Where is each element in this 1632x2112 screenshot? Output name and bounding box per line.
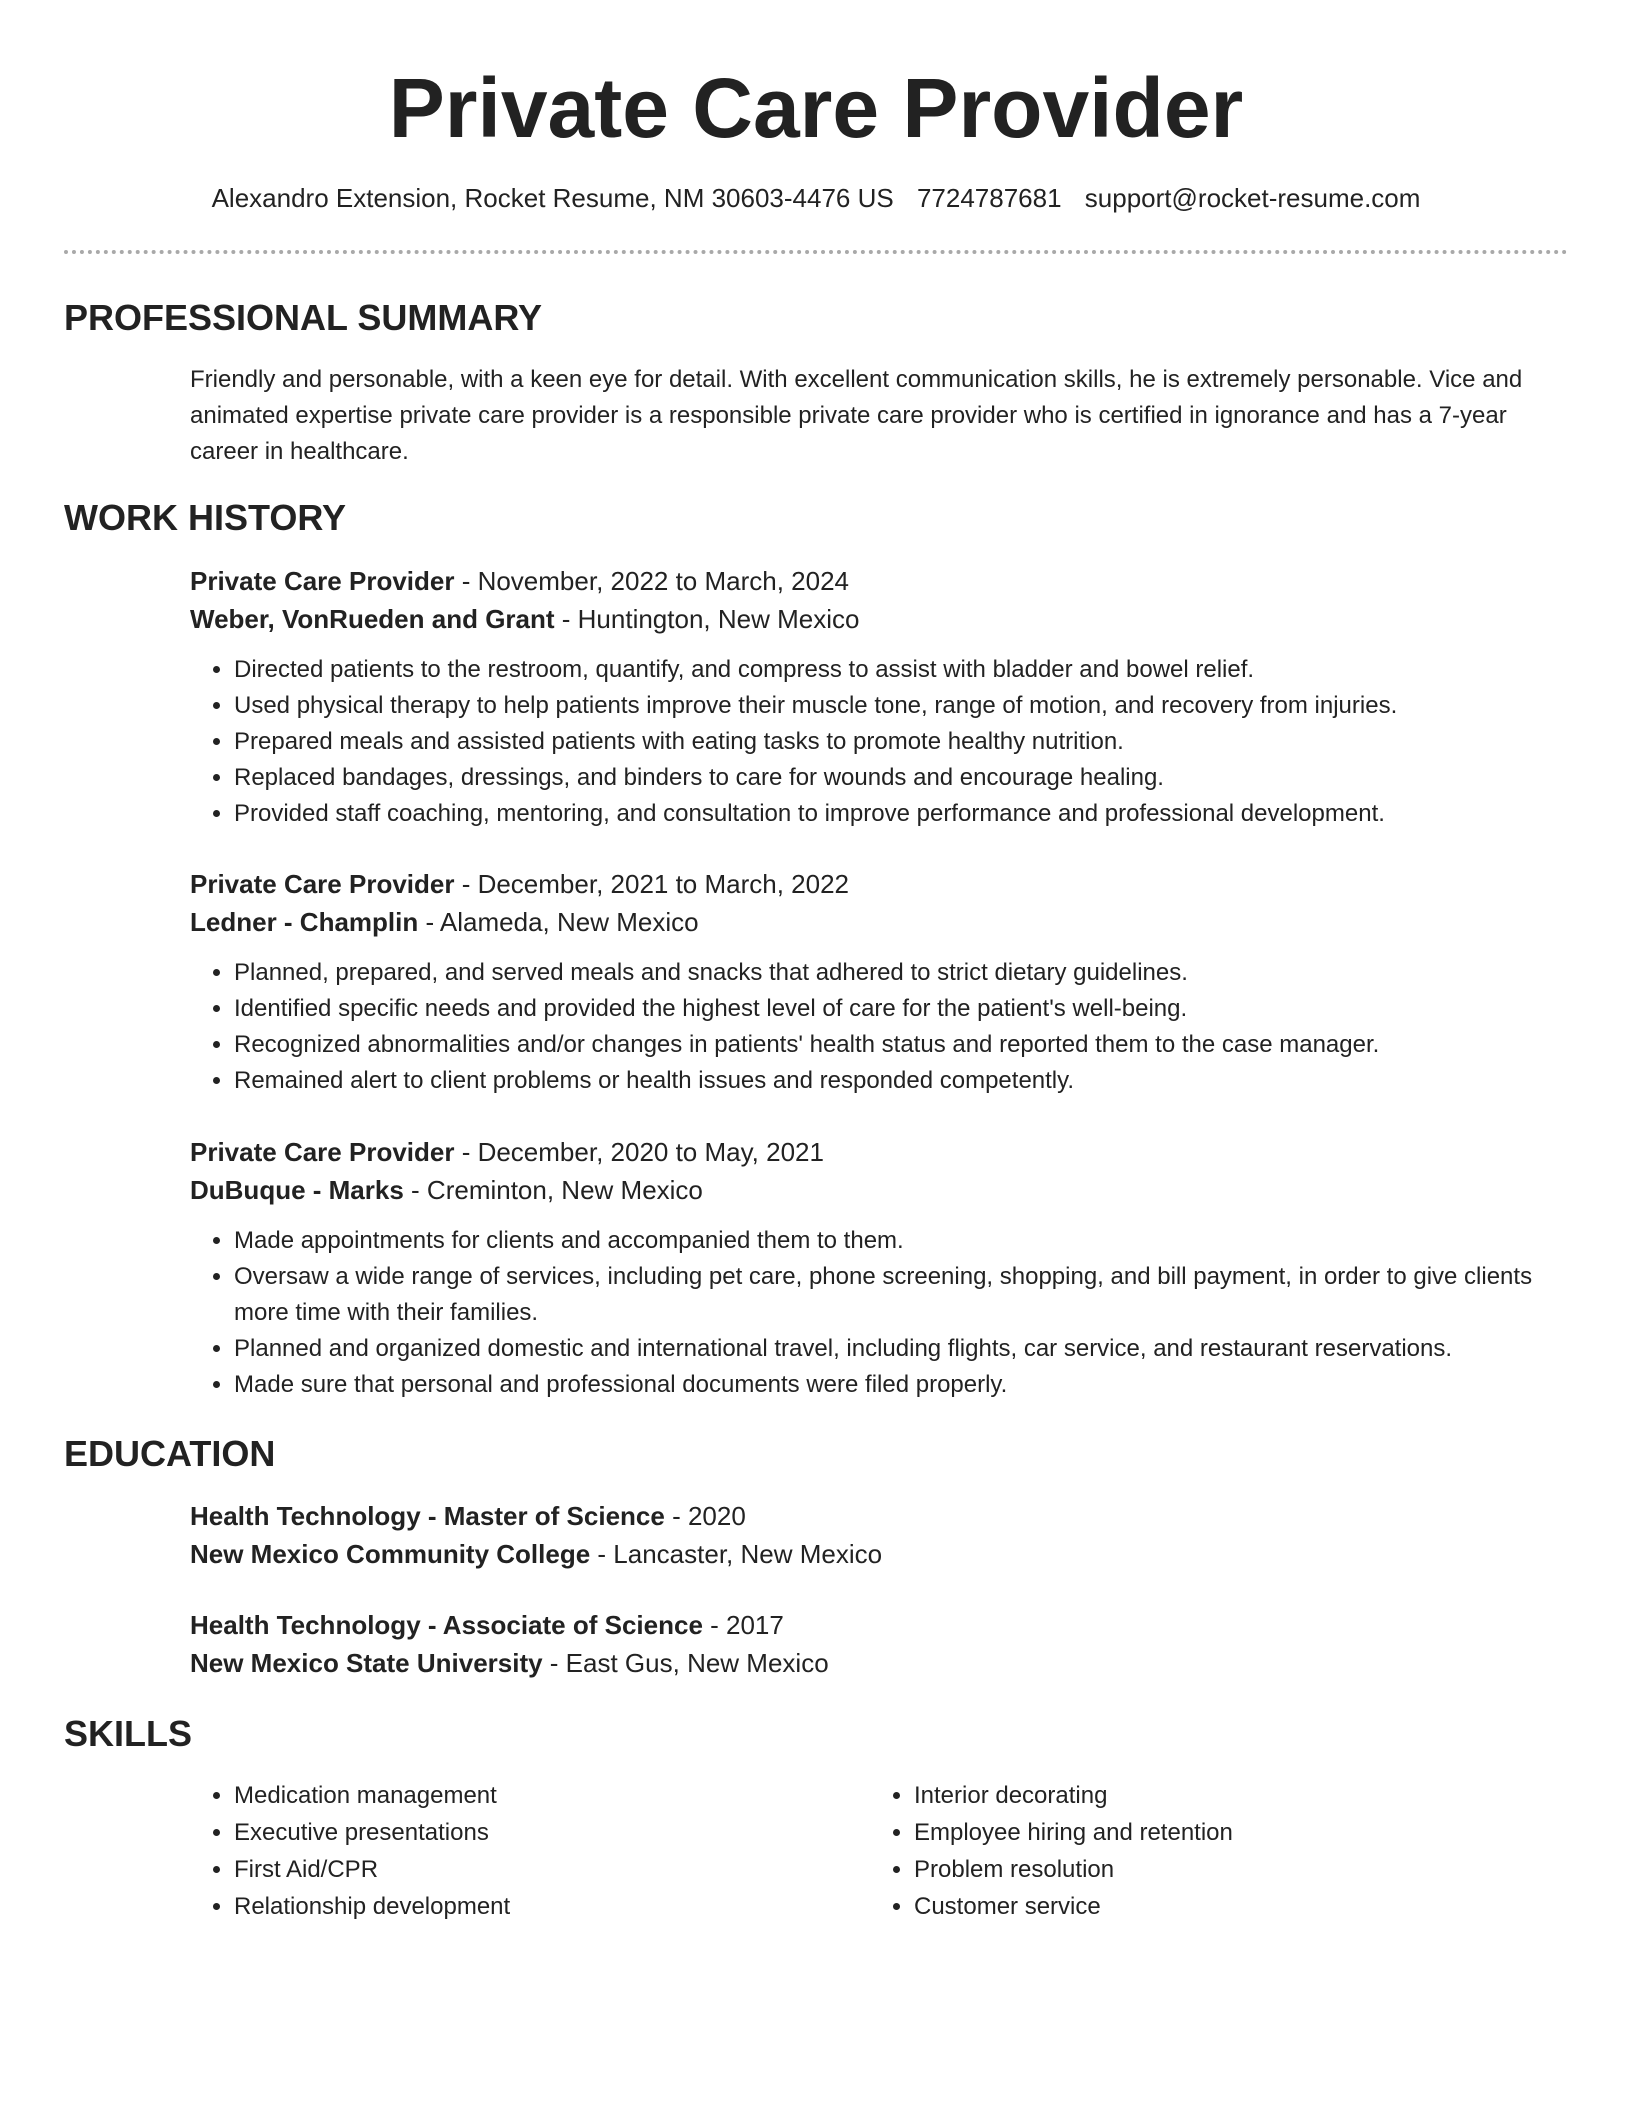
skill-item: • First Aid/CPR: [234, 1851, 870, 1888]
contact-address: Alexandro Extension, Rocket Resume, NM 30603-4476 US: [211, 183, 894, 213]
skill-item: • Executive presentations: [234, 1814, 870, 1851]
degree-line: [190, 1497, 1570, 1535]
skills-list-right: [870, 1777, 1550, 1925]
list-item: • Oversaw a wide range of services, including pet care, phone screening, shopping, and bill payment, in order to give clients more time with their families.: [234, 1259, 1570, 1331]
skill-item: • Medication management: [234, 1777, 870, 1814]
job-dates: - December, 2021 to March, 2022: [454, 869, 850, 899]
skill-item: • Relationship development: [234, 1888, 870, 1925]
education-entry: [190, 1497, 1570, 1573]
contact-phone: 7724787681: [916, 183, 1062, 213]
work-entry: [190, 1133, 1570, 1403]
job-location: - Huntington, New Mexico: [554, 604, 860, 634]
job-title: Private Care Provider: [190, 1137, 455, 1167]
degree-name: Health Technology - Master of Science: [190, 1501, 665, 1531]
list-item: • Recognized abnormalities and/or changes in patients' health status and reported them to the case manager.: [234, 1027, 1570, 1063]
skill-item: • Problem resolution: [914, 1851, 1550, 1888]
contact-line: [64, 178, 1568, 218]
job-title-line: [190, 562, 1570, 600]
header-divider: [64, 250, 1568, 254]
list-item: • Planned and organized domestic and international travel, including flights, car service, and restaurant reservations.: [234, 1331, 1570, 1367]
school-name: New Mexico State University: [190, 1648, 543, 1678]
degree-year: - 2017: [702, 1610, 784, 1640]
work-entry: [190, 562, 1570, 832]
job-company: DuBuque - Marks: [190, 1175, 404, 1205]
skills-block: [190, 1777, 1570, 1925]
contact-email: support@rocket-resume.com: [1084, 183, 1421, 213]
skills-columns: [190, 1777, 1570, 1925]
job-company: Weber, VonRueden and Grant: [190, 604, 555, 634]
job-title: Private Care Provider: [190, 869, 455, 899]
job-company-line: [190, 600, 1570, 638]
job-duties-list: [190, 652, 1570, 832]
skill-item: • Customer service: [914, 1888, 1550, 1925]
school-name: New Mexico Community College: [190, 1539, 591, 1569]
job-title-line: [190, 865, 1570, 903]
work-entry: [190, 865, 1570, 1099]
summary-block: [190, 362, 1570, 470]
job-duties-list: [190, 955, 1570, 1099]
job-title: Private Care Provider: [190, 566, 455, 596]
work-history-heading: WORK HISTORY: [64, 497, 347, 538]
job-duties-list: [190, 1223, 1570, 1403]
school-line: [190, 1535, 1570, 1573]
skill-item: • Employee hiring and retention: [914, 1814, 1550, 1851]
job-location: - Alameda, New Mexico: [418, 907, 699, 937]
degree-name: Health Technology - Associate of Science: [190, 1610, 703, 1640]
job-company-line: [190, 903, 1570, 941]
list-item: • Replaced bandages, dressings, and binders to care for wounds and encourage healing.: [234, 760, 1570, 796]
summary-heading: PROFESSIONAL SUMMARY: [64, 297, 543, 338]
education-entry: [190, 1606, 1570, 1682]
degree-line: [190, 1606, 1570, 1644]
list-item: • Directed patients to the restroom, quantify, and compress to assist with bladder and bowel relief.: [234, 652, 1570, 688]
job-location: - Creminton, New Mexico: [403, 1175, 703, 1205]
list-item: • Provided staff coaching, mentoring, and consultation to improve performance and professional development.: [234, 796, 1570, 832]
list-item: • Made appointments for clients and accompanied them to them.: [234, 1223, 1570, 1259]
resume-title: Private Care Provider: [388, 61, 1244, 155]
job-dates: - December, 2020 to May, 2021: [454, 1137, 824, 1167]
skill-item: • Interior decorating: [914, 1777, 1550, 1814]
education-heading: EDUCATION: [64, 1433, 276, 1474]
school-location: - Lancaster, New Mexico: [590, 1539, 883, 1569]
job-company-line: [190, 1171, 1570, 1209]
list-item: • Remained alert to client problems or health issues and responded competently.: [234, 1063, 1570, 1099]
list-item: • Planned, prepared, and served meals and snacks that adhered to strict dietary guidelines.: [234, 955, 1570, 991]
job-dates: - November, 2022 to March, 2024: [454, 566, 850, 596]
school-location: - East Gus, New Mexico: [542, 1648, 829, 1678]
skills-list-left: [190, 1777, 870, 1925]
list-item: • Identified specific needs and provided the highest level of care for the patient's well-being.: [234, 991, 1570, 1027]
job-company: Ledner - Champlin: [190, 907, 419, 937]
list-item: • Prepared meals and assisted patients with eating tasks to promote healthy nutrition.: [234, 724, 1570, 760]
skills-heading: SKILLS: [64, 1713, 193, 1754]
summary-text: Friendly and personable, with a keen eye for detail. With excellent communication skills, he is extremely personable. Vice and animated expertise private care provider is a responsible private care provider who is certified in ignorance and has a 7-year career in healthcare.: [190, 366, 1523, 465]
degree-year: - 2020: [664, 1501, 746, 1531]
school-line: [190, 1644, 1570, 1682]
list-item: • Used physical therapy to help patients improve their muscle tone, range of motion, and recovery from injuries.: [234, 688, 1570, 724]
list-item: • Made sure that personal and professional documents were filed properly.: [234, 1367, 1570, 1403]
job-title-line: [190, 1133, 1570, 1171]
